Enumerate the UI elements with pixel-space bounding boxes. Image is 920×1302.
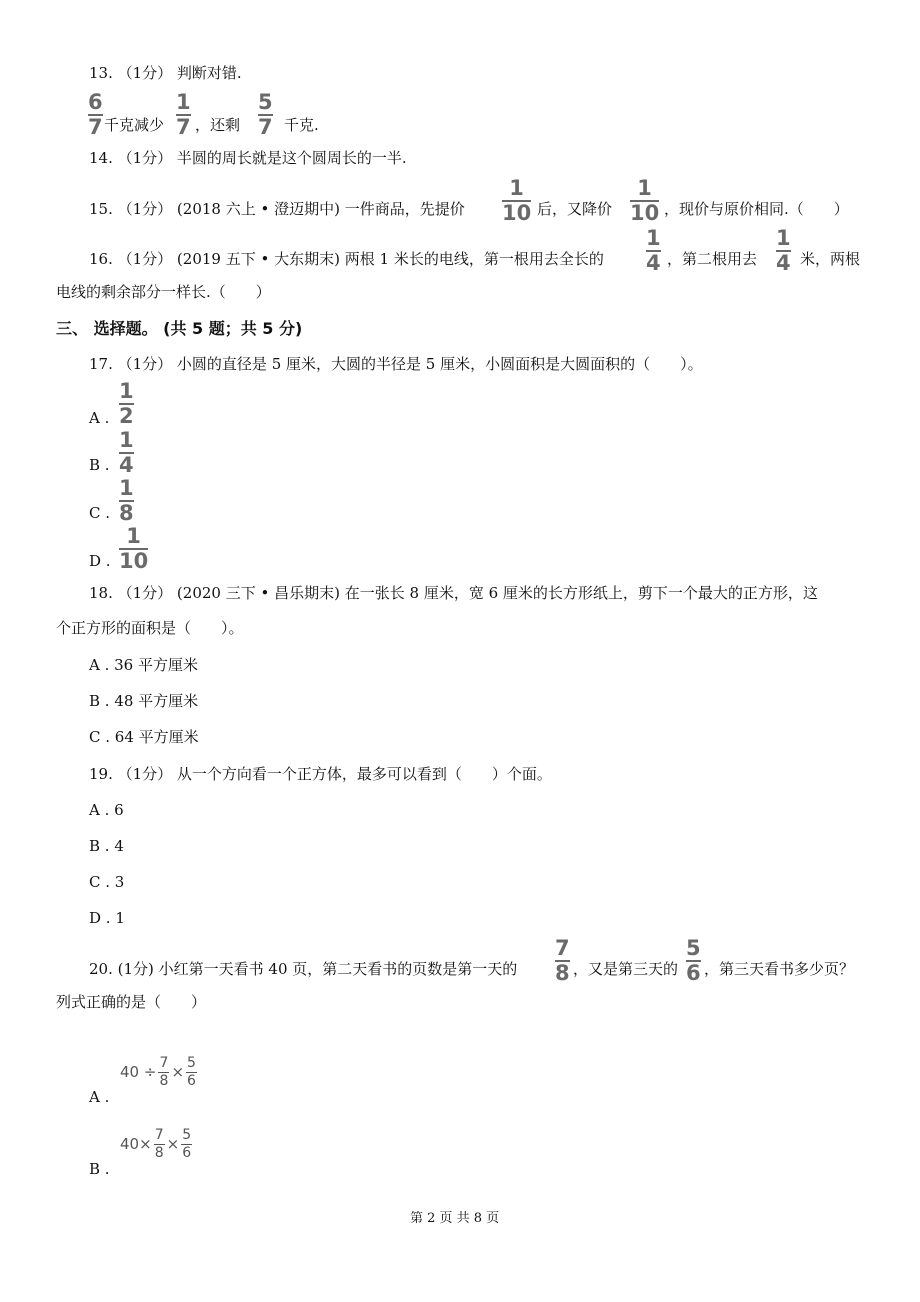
fraction-numerator: 5 [686, 936, 701, 960]
fraction-numerator: 1 [776, 226, 791, 250]
formula-operator: × [166, 1135, 180, 1154]
q19-option-a[interactable]: A . 6 [89, 801, 124, 819]
q17-option-c-label[interactable]: C . [89, 504, 111, 522]
formula-fraction [181, 1128, 192, 1160]
q13-fraction-one-seventh [176, 92, 191, 138]
formula-fraction [154, 1128, 165, 1160]
fraction-denominator: 7 [176, 115, 191, 139]
fraction-denominator: 4 [646, 251, 661, 275]
fraction-denominator: 4 [776, 251, 791, 275]
q15-fraction-one-tenth-a [502, 178, 531, 224]
fraction-denominator: 10 [502, 201, 532, 225]
fraction-denominator: 6 [187, 1072, 196, 1089]
q13-text-a: 千克减少 [104, 116, 165, 134]
q17-option-a-fraction [119, 381, 134, 427]
q20-option-b-formula [120, 1128, 192, 1160]
q20-text-a: 20. (1分) 小红第一天看书 40 页，第二天看书的页数是第一天的 [89, 960, 518, 978]
fraction-numerator: 7 [159, 1055, 169, 1071]
fraction-denominator: 8 [555, 961, 570, 985]
fraction-numerator: 1 [176, 90, 191, 114]
fraction-numerator: 1 [646, 226, 661, 250]
q19-option-d[interactable]: D . 1 [89, 909, 125, 927]
q15-text-c: ，现价与原价相同.（ ） [664, 200, 849, 218]
fraction-numerator: 5 [187, 1055, 196, 1071]
section-heading: 三、 选择题。 (共 5 题；共 5 分) [56, 319, 303, 338]
fraction-denominator: 8 [119, 501, 134, 525]
q14-stem: 14. （1分） 半圆的周长就是这个圆周长的一半. [89, 149, 407, 167]
q16-text-b: ，第二根用去 [667, 250, 758, 268]
q20-option-a-formula [120, 1056, 197, 1088]
q17-option-b-fraction [119, 430, 134, 476]
q19-stem: 19. （1分） 从一个方向看一个正方体，最多可以看到（ ）个面。 [89, 765, 552, 783]
q20-text-b: ，又是第三天的 [573, 960, 679, 978]
q20-fraction-seven-eighths [555, 938, 570, 984]
fraction-denominator: 7 [88, 115, 103, 139]
fraction-denominator: 6 [182, 1144, 192, 1161]
q17-option-d-label[interactable]: D . [89, 552, 111, 570]
q13-fraction-five-sevenths [258, 92, 273, 138]
formula-fraction [186, 1056, 197, 1088]
q15-fraction-one-tenth-b [630, 178, 659, 224]
q20-option-b-label[interactable]: B . [89, 1160, 110, 1178]
fraction-numerator: 7 [154, 1127, 164, 1143]
fraction-denominator: 4 [119, 453, 134, 477]
q16-text-c: 米，两根 [800, 250, 861, 268]
q15-text-b: 后，又降价 [537, 200, 613, 218]
fraction-numerator: 1 [119, 476, 134, 500]
fraction-denominator: 7 [258, 115, 273, 139]
fraction-numerator: 7 [555, 936, 570, 960]
fraction-denominator: 10 [630, 201, 660, 225]
fraction-numerator: 5 [258, 90, 273, 114]
q18-option-c[interactable]: C . 64 平方厘米 [89, 728, 199, 746]
formula-operator: × [171, 1063, 185, 1082]
fraction-denominator: 8 [159, 1072, 169, 1089]
q20-fraction-five-sixths [686, 938, 701, 984]
q18-option-b[interactable]: B . 48 平方厘米 [89, 692, 199, 710]
formula-lead: 40 ÷ [120, 1063, 157, 1082]
q17-option-d-fraction [119, 526, 148, 572]
q16-text-a: 16. （1分） (2019 五下 • 大东期末) 两根 1 米长的电线，第一根用去全长的 [89, 250, 604, 268]
q17-option-c-fraction [119, 478, 134, 524]
q18-option-a[interactable]: A . 36 平方厘米 [89, 656, 198, 674]
fraction-denominator: 10 [119, 549, 149, 573]
q13-text-c: 千克. [284, 116, 319, 134]
q18-stem-line2: 个正方形的面积是（ ）。 [56, 619, 244, 637]
fraction-numerator: 5 [182, 1127, 192, 1143]
q17-option-a-label[interactable]: A . [89, 409, 110, 427]
q20-text-c: ，第三天看书多少页？ [704, 960, 855, 978]
q16-line2: 电线的剩余部分一样长.（ ） [56, 283, 271, 301]
q20-option-a-label[interactable]: A . [89, 1088, 110, 1106]
q13-text-b: ，还剩 [195, 116, 241, 134]
page-footer: 第 2 页 共 8 页 [410, 1211, 500, 1226]
fraction-numerator: 1 [119, 428, 134, 452]
fraction-numerator: 6 [88, 90, 103, 114]
fraction-denominator: 8 [154, 1144, 164, 1161]
formula-fraction [158, 1056, 169, 1088]
fraction-denominator: 2 [119, 404, 134, 428]
q13-fraction-six-sevenths [88, 92, 103, 138]
q15-text-a: 15. （1分） (2018 六上 • 澄迈期中) 一件商品，先提价 [89, 200, 465, 218]
formula-lead: 40× [120, 1135, 152, 1154]
fraction-denominator: 6 [686, 961, 701, 985]
q19-option-c[interactable]: C . 3 [89, 873, 125, 891]
fraction-numerator: 1 [119, 379, 134, 403]
q19-option-b[interactable]: B . 4 [89, 837, 124, 855]
q17-option-b-label[interactable]: B . [89, 456, 110, 474]
q16-fraction-one-quarter-a [646, 228, 661, 274]
fraction-numerator: 1 [637, 176, 652, 200]
q13-stem: 13. （1分） 判断对错. [89, 64, 242, 82]
q16-fraction-one-quarter-b [776, 228, 791, 274]
fraction-numerator: 1 [509, 176, 524, 200]
fraction-numerator: 1 [126, 524, 141, 548]
q17-stem: 17. （1分） 小圆的直径是 5 厘米，大圆的半径是 5 厘米，小圆面积是大圆面积的（ ）。 [89, 355, 703, 373]
q18-stem-line1: 18. （1分） (2020 三下 • 昌乐期末) 在一张长 8 厘米，宽 6 厘米的长方形纸上，剪下一个最大的正方形，这 [89, 584, 818, 602]
q20-line2: 列式正确的是（ ） [56, 993, 207, 1011]
